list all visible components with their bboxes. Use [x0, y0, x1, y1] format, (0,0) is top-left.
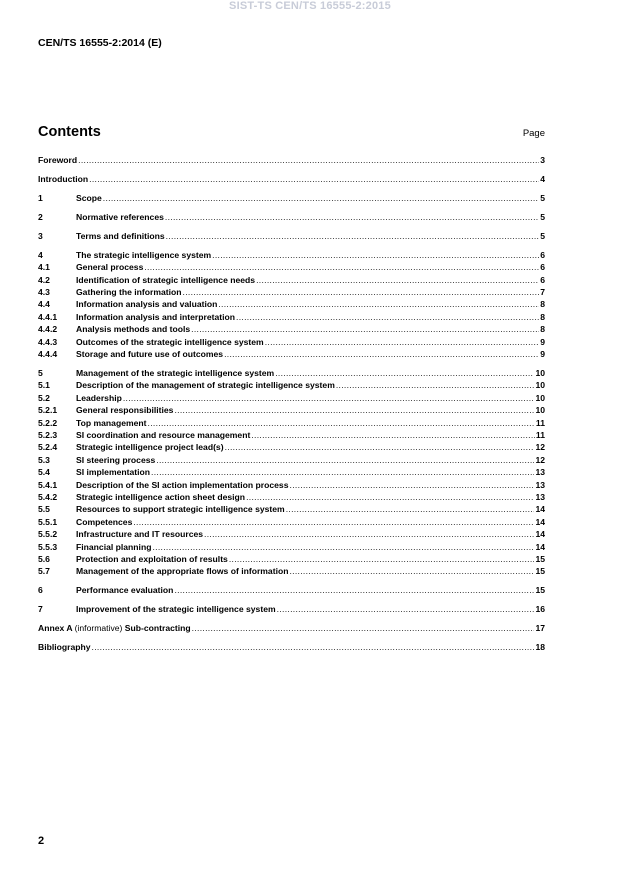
toc-title — [38, 622, 191, 634]
annex-label: Annex A — [38, 623, 73, 634]
toc-leader — [277, 603, 535, 615]
toc-entry-1[interactable] — [38, 192, 545, 204]
toc-leader — [151, 466, 534, 478]
toc-leader — [204, 528, 534, 540]
toc-entry-5-4-1[interactable] — [38, 479, 545, 491]
toc-title: Management of the appropriate flows of information — [76, 566, 289, 577]
toc-page: 8 — [540, 324, 545, 335]
toc-number: 4.1 — [38, 262, 50, 273]
toc-number: 4.3 — [38, 287, 50, 298]
toc-leader — [166, 230, 540, 242]
toc-page: 11 — [535, 429, 545, 440]
toc-page: 12 — [535, 454, 545, 465]
page-column-heading: Page — [522, 128, 545, 139]
toc-number: 5.2.4 — [38, 442, 58, 453]
toc-number: 5.5 — [38, 504, 50, 515]
toc-page: 7 — [540, 287, 545, 298]
toc-page: 14 — [535, 504, 545, 515]
toc-leader — [78, 154, 539, 166]
toc-page: 14 — [535, 541, 545, 552]
toc-number: 5.4.2 — [38, 491, 58, 502]
toc-entry-introduction[interactable] — [38, 173, 545, 185]
toc-page: 5 — [540, 192, 545, 203]
toc-number: 7 — [38, 604, 43, 615]
toc-title: Top management — [76, 417, 147, 428]
toc-title: Performance evaluation — [76, 585, 174, 596]
toc-entry-5-6[interactable] — [38, 553, 545, 565]
toc-entry-4-4-3[interactable] — [38, 336, 545, 348]
toc-page: 9 — [540, 349, 545, 360]
toc-leader — [174, 584, 534, 596]
toc-page: 6 — [540, 262, 545, 273]
toc-page: 11 — [535, 417, 545, 428]
toc-page: 10 — [535, 392, 545, 403]
toc-leader — [229, 553, 535, 565]
toc-page: 15 — [535, 585, 545, 596]
toc-leader — [191, 323, 539, 335]
toc-title: Information analysis and valuation — [76, 299, 218, 310]
toc-number: 5.4.1 — [38, 479, 58, 490]
toc-title: Foreword — [38, 155, 78, 165]
toc-number: 4.4.1 — [38, 311, 58, 322]
toc-title: SI implementation — [76, 467, 151, 478]
toc-entry-3[interactable] — [38, 230, 545, 242]
toc-title: Analysis methods and tools — [76, 324, 191, 335]
toc-page: 10 — [535, 405, 545, 416]
toc-entry-5-5[interactable] — [38, 503, 545, 515]
toc-page: 13 — [535, 479, 545, 490]
toc-title: Storage and future use of outcomes — [76, 349, 224, 360]
toc-leader — [256, 274, 539, 286]
toc-number: 5.5.3 — [38, 541, 58, 552]
toc-number: 5.5.1 — [38, 516, 58, 527]
toc-entry-5-4-2[interactable] — [38, 491, 545, 503]
toc-entry-5-2-1[interactable] — [38, 404, 545, 416]
toc-leader — [148, 417, 535, 429]
toc-entry-5-5-1[interactable] — [38, 516, 545, 528]
toc-leader — [289, 565, 534, 577]
toc-leader — [212, 249, 539, 261]
toc-number: 4.4.3 — [38, 336, 58, 347]
toc-title: Strategic intelligence project lead(s) — [76, 442, 224, 453]
toc-number: 4.4.2 — [38, 324, 58, 335]
toc-leader — [174, 404, 534, 416]
toc-entry-7[interactable] — [38, 603, 545, 615]
toc-entry-5-2[interactable] — [38, 392, 545, 404]
toc-title: Strategic intelligence action sheet design — [76, 491, 246, 502]
toc-title: The strategic intelligence system — [76, 249, 212, 260]
toc-page: 16 — [535, 604, 545, 615]
toc-number: 1 — [38, 192, 43, 203]
toc-leader — [103, 192, 539, 204]
toc-page: 4 — [540, 173, 545, 184]
toc-number: 5.2 — [38, 392, 50, 403]
toc-entry-4-4-2[interactable] — [38, 323, 545, 335]
toc-leader — [265, 336, 540, 348]
toc-title: Description of the SI action implementation process — [76, 479, 289, 490]
toc-title: General responsibilities — [76, 405, 174, 416]
toc-entry-foreword[interactable] — [38, 154, 545, 166]
toc-page: 18 — [535, 642, 545, 653]
toc-entry-5-2-4[interactable] — [38, 441, 545, 453]
toc-leader — [236, 311, 539, 323]
toc-number: 3 — [38, 230, 43, 241]
toc-entry-5-7[interactable] — [38, 565, 545, 577]
toc-page: 15 — [535, 566, 545, 577]
toc-entry-4[interactable] — [38, 249, 545, 261]
toc-entry-5[interactable] — [38, 367, 545, 379]
toc-entry-4-1[interactable] — [38, 261, 545, 273]
toc-number: 6 — [38, 585, 43, 596]
toc-title: Resources to support strategic intelligence system — [76, 504, 285, 515]
toc-number: 5.6 — [38, 553, 50, 564]
toc-entry-4-4[interactable] — [38, 298, 545, 310]
toc-leader — [192, 622, 535, 634]
toc-entry-4-2[interactable] — [38, 274, 545, 286]
toc-title: Description of the management of strategic intelligence system — [76, 380, 335, 391]
toc-page: 10 — [535, 380, 545, 391]
toc-leader — [246, 491, 534, 503]
toc-leader — [218, 298, 539, 310]
toc-title: Gathering the information — [76, 287, 182, 298]
toc-leader — [156, 454, 534, 466]
toc-leader — [275, 367, 534, 379]
contents-heading: Contents — [38, 124, 101, 140]
toc-page: 13 — [535, 467, 545, 478]
toc-number: 4.4 — [38, 299, 50, 310]
toc-entry-annex-a[interactable] — [38, 622, 545, 634]
toc-page: 17 — [535, 623, 545, 634]
toc-leader — [152, 541, 534, 553]
toc-title: Identification of strategic intelligence needs — [76, 274, 256, 285]
toc-title: Outcomes of the strategic intelligence system — [76, 336, 264, 347]
toc-leader — [225, 441, 535, 453]
toc-page: 6 — [540, 249, 545, 260]
toc-entry-5-2-3[interactable] — [38, 429, 545, 441]
toc-leader — [144, 261, 539, 273]
toc-leader — [286, 503, 535, 515]
toc-title: SI steering process — [76, 454, 156, 465]
toc-number: 5.2.2 — [38, 417, 58, 428]
toc-page: 12 — [535, 442, 545, 453]
toc-page: 14 — [535, 516, 545, 527]
toc-entry-4-4-1[interactable] — [38, 311, 545, 323]
toc-entry-bibliography[interactable] — [38, 641, 545, 653]
toc-page: 3 — [540, 155, 545, 165]
toc-leader — [92, 641, 535, 653]
toc-number: 5.7 — [38, 566, 50, 577]
document-id: CEN/TS 16555-2:2014 (E) — [38, 37, 162, 49]
toc-page: 14 — [535, 529, 545, 540]
toc-leader — [224, 348, 539, 360]
toc-page: 15 — [535, 553, 545, 564]
toc-page: 8 — [540, 311, 545, 322]
toc-number: 5.5.2 — [38, 529, 58, 540]
toc-entry-5-5-3[interactable] — [38, 541, 545, 553]
toc-title: Infrastructure and IT resources — [76, 529, 204, 540]
toc-page: 13 — [535, 491, 545, 502]
toc-title: General process — [76, 262, 144, 273]
toc-leader — [89, 173, 539, 185]
toc-leader — [290, 479, 535, 491]
toc-title: Improvement of the strategic intelligence system — [76, 604, 276, 615]
toc-entry-4-4-4[interactable] — [38, 348, 545, 360]
toc-title: Terms and definitions — [76, 230, 165, 241]
annex-title: Sub-contracting — [124, 623, 191, 634]
toc-number: 5.2.1 — [38, 405, 58, 416]
toc-title: Protection and exploitation of results — [76, 553, 228, 564]
toc-entry-5-3[interactable] — [38, 454, 545, 466]
toc-title: Leadership — [76, 392, 122, 403]
toc-leader — [165, 211, 539, 223]
toc-title: Normative references — [76, 211, 164, 222]
table-of-contents — [38, 154, 545, 654]
toc-entry-5-1[interactable] — [38, 379, 545, 391]
toc-page: 8 — [540, 299, 545, 310]
toc-title: Management of the strategic intelligence system — [76, 368, 275, 379]
toc-page: 9 — [540, 336, 545, 347]
annex-note: (informative) — [74, 623, 123, 634]
toc-number: 5.2.3 — [38, 429, 58, 440]
toc-leader — [336, 379, 535, 391]
toc-title: Introduction — [38, 173, 89, 184]
toc-page: 10 — [535, 368, 545, 379]
toc-title: Scope — [76, 192, 102, 203]
toc-entry-5-2-2[interactable] — [38, 417, 545, 429]
toc-leader — [123, 392, 535, 404]
toc-title: Information analysis and interpretation — [76, 311, 236, 322]
toc-number: 5 — [38, 368, 43, 379]
toc-number: 4 — [38, 249, 43, 260]
toc-number: 4.2 — [38, 274, 50, 285]
toc-number: 2 — [38, 211, 43, 222]
toc-leader — [251, 429, 535, 441]
toc-title: Financial planning — [76, 541, 152, 552]
toc-entry-5-4[interactable] — [38, 466, 545, 478]
toc-entry-2[interactable] — [38, 211, 545, 223]
toc-number: 5.1 — [38, 380, 50, 391]
toc-number: 4.4.4 — [38, 349, 58, 360]
toc-page: 6 — [540, 274, 545, 285]
toc-leader — [183, 286, 540, 298]
toc-leader — [133, 516, 534, 528]
toc-title: Competences — [76, 516, 133, 527]
toc-title: Bibliography — [38, 642, 91, 653]
toc-entry-6[interactable] — [38, 584, 545, 596]
toc-number: 5.3 — [38, 454, 50, 465]
toc-entry-5-5-2[interactable] — [38, 528, 545, 540]
page-number: 2 — [38, 835, 45, 847]
toc-page: 5 — [540, 211, 545, 222]
toc-page: 5 — [540, 230, 545, 241]
watermark: SIST-TS CEN/TS 16555-2:2015 — [229, 0, 391, 12]
toc-title: SI coordination and resource management — [76, 429, 251, 440]
toc-number: 5.4 — [38, 467, 50, 478]
toc-entry-4-3[interactable] — [38, 286, 545, 298]
